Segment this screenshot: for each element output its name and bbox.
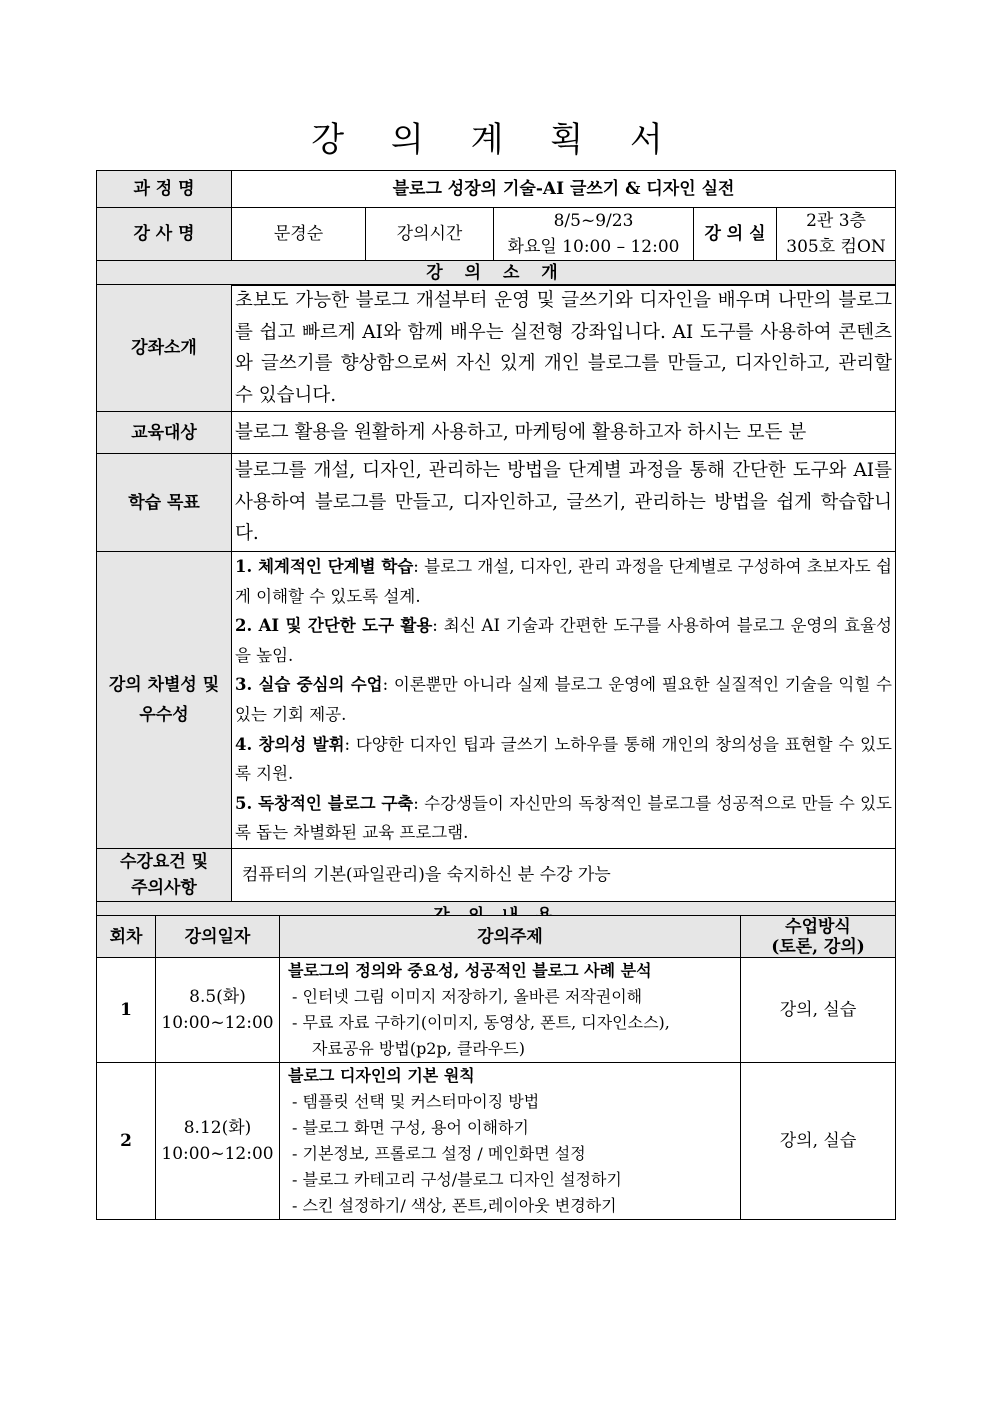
schedule-header-no: 회차: [97, 916, 156, 958]
course-intro-text: 초보도 가능한 블로그 개설부터 운영 및 글쓰기와 디자인을 배우며 나만의 블로그를 쉽고 빠르게 AI와 함께 배우는 실전형 강좌입니다. AI 도구를 사용하여 콘텐츠와 글쓰기를 향상함으로써 자신 있게 개인 블로그를 만들고, 디자인하고, 관리할 수 있습니다.: [232, 285, 896, 412]
session-subtopic: - 스킨 설정하기/ 색상, 폰트,레이아웃 변경하기: [292, 1196, 617, 1215]
course-name-label: 과 정 명: [97, 171, 232, 208]
schedule-header-topic: 강의주제: [280, 916, 741, 958]
schedule-table: [96, 915, 896, 1220]
feature-text: : 다양한 디자인 팁과 글쓰기 노하우를 통해 개인의 창의성을 표현할 수 있도록 지원.: [235, 734, 892, 784]
instructor-value: 문경순: [232, 208, 366, 261]
requirements-text: 컴퓨터의 기본(파일관리)을 숙지하신 분 수강 가능: [232, 848, 896, 901]
course-info-table: [96, 170, 896, 286]
feature-title: 4. 창의성 발휘: [235, 734, 345, 754]
session-no: 2: [97, 1063, 156, 1220]
lecture-time-label: 강의시간: [366, 208, 494, 261]
session-subtopic: - 무료 자료 구하기(이미지, 동영상, 폰트, 디자인소스),: [292, 1013, 670, 1032]
classroom-value: [777, 208, 896, 261]
course-description-table: [96, 284, 896, 932]
schedule-header-method: [741, 916, 896, 958]
session-subtopic: - 기본정보, 프롤로그 설정 / 메인화면 설정: [292, 1144, 586, 1163]
session-method: 강의, 실습: [741, 1063, 896, 1220]
feature-title: 5. 독창적인 블로그 구축: [235, 793, 414, 813]
target-label: 교육대상: [97, 412, 232, 454]
goal-label: 학습 목표: [97, 454, 232, 552]
feature-title: 3. 실습 중심의 수업: [235, 675, 383, 695]
intro-section-header: 강 의 소 개: [97, 261, 896, 286]
session-subtopic: - 블로그 카테고리 구성/블로그 디자인 설정하기: [292, 1170, 622, 1189]
feature-text: : 수강생들이 자신만의 독창적인 블로그를 성공적으로 만들 수 있도록 돕는 차별화된 교육 프로그램.: [235, 793, 892, 843]
requirements-label-line2: 주의사항: [131, 877, 197, 898]
classroom-line1: 2관 3층: [806, 211, 866, 231]
session-topic: [280, 958, 741, 1063]
feature-item: [235, 552, 892, 611]
target-text: 블로그 활용을 원활하게 사용하고, 마케팅에 활용하고자 하시는 모든 분: [232, 412, 896, 454]
feature-item: [235, 670, 892, 729]
session-date-time: 10:00~12:00: [161, 1013, 274, 1033]
lecture-time-value: [494, 208, 694, 261]
schedule-header-method-line2: (토론, 강의): [771, 936, 865, 957]
feature-item: [235, 611, 892, 670]
schedule-header-method-line1: 수업방식: [785, 916, 851, 937]
session-date: [156, 1063, 280, 1220]
session-date: [156, 958, 280, 1063]
lecture-hours: 화요일 10:00 – 12:00: [507, 237, 680, 257]
session-no: 1: [97, 958, 156, 1063]
feature-title: 1. 체계적인 단계별 학습: [235, 557, 414, 576]
requirements-label-line1: 수강요건 및: [119, 851, 209, 872]
course-intro-label: 강좌소개: [97, 285, 232, 412]
page-title: 강 의 계 획 서: [311, 120, 681, 160]
session-topic-title: 블로그 디자인의 기본 원칙: [288, 1066, 475, 1085]
feature-item: [235, 789, 892, 848]
table-row: [97, 958, 896, 1063]
goal-text: 블로그를 개설, 디자인, 관리하는 방법을 단계별 과정을 통해 간단한 도구와 AI를 사용하여 블로그를 만들고, 디자인하고, 글쓰기, 관리하는 방법을 쉽게 학습합니다.: [232, 454, 896, 552]
feature-text: : 이론뿐만 아니라 실제 블로그 운영에 필요한 실질적인 기술을 익힐 수 있는 기회 제공.: [235, 675, 892, 724]
session-subtopic: - 블로그 화면 구성, 용어 이해하기: [292, 1118, 529, 1137]
table-row: [97, 1063, 896, 1220]
requirements-label: [97, 848, 232, 901]
course-name-value: 블로그 성장의 기술-AI 글쓰기 & 디자인 실전: [232, 171, 896, 208]
session-method: 강의, 실습: [741, 958, 896, 1063]
session-date-day: 8.12(화): [183, 1118, 252, 1138]
feature-item: [235, 730, 892, 789]
lecture-dates: 8/5~9/23: [553, 211, 634, 231]
session-topic-title: 블로그의 정의와 중요성, 성공적인 블로그 사례 분석: [288, 961, 652, 980]
features-label-line1: 강의 차별성 및: [108, 674, 220, 695]
features-label-line2: 우수성: [139, 704, 189, 725]
classroom-label: 강 의 실: [694, 208, 777, 261]
session-subtopic: - 템플릿 선택 및 커스터마이징 방법: [292, 1092, 540, 1111]
feature-title: 2. AI 및 간단한 도구 활용: [235, 616, 433, 636]
session-subtopic: 자료공유 방법(p2p, 클라우드): [312, 1039, 525, 1058]
instructor-label: 강 사 명: [97, 208, 232, 261]
session-date-day: 8.5(화): [189, 987, 246, 1007]
features-label: [97, 552, 232, 849]
features-list: [232, 552, 896, 849]
feature-text: : 블로그 개설, 디자인, 관리 과정을 단계별로 구성하여 초보자도 쉽게 이해할 수 있도록 설계.: [235, 557, 892, 606]
session-topic: [280, 1063, 741, 1220]
schedule-header-date: 강의일자: [156, 916, 280, 958]
session-subtopic: - 인터넷 그림 이미지 저장하기, 올바른 저작권이해: [292, 987, 643, 1006]
feature-text: : 최신 AI 기술과 간편한 도구를 사용하여 블로그 운영의 효율성을 높임.: [235, 616, 892, 665]
session-date-time: 10:00~12:00: [161, 1144, 274, 1164]
classroom-line2: 305호 컴ON: [786, 237, 886, 257]
